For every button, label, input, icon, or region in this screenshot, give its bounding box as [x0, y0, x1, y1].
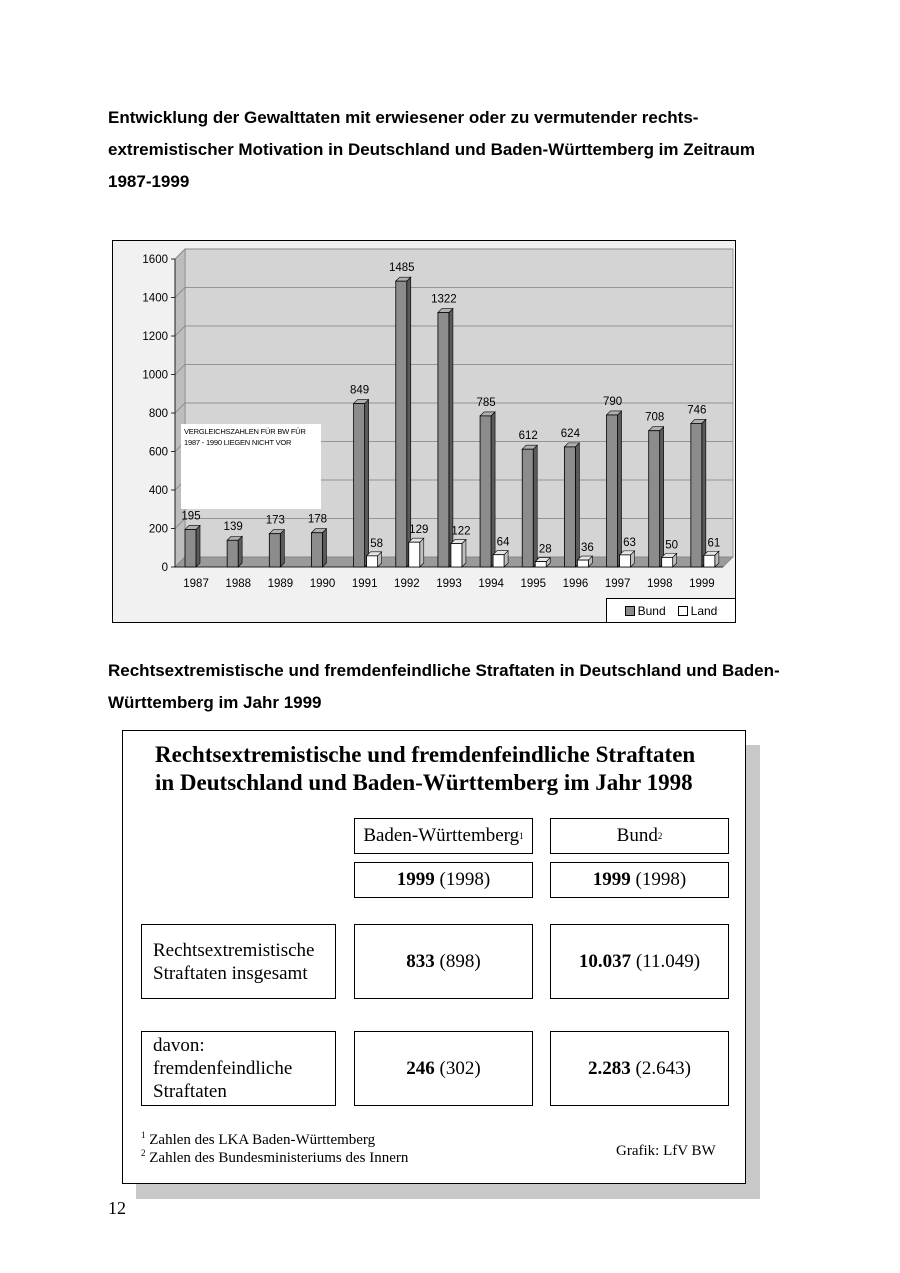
legend-land: [678, 604, 718, 618]
data-label-bund: 139: [223, 521, 243, 534]
data-label-bund: 178: [307, 513, 328, 526]
data-label-bund: 1485: [388, 262, 415, 275]
bar-bund: [607, 411, 622, 567]
chart-note: VERGLEICHSZAHLEN FÜR BW FÜR 1987 - 1990 LIEGEN NICHT VOR: [181, 424, 321, 509]
bar-bund: [480, 412, 495, 567]
footnote-1-sup: 1: [141, 1130, 146, 1140]
legend-land-label: Land: [690, 603, 718, 618]
row2-bund: [550, 1031, 729, 1106]
data-label-land: 61: [707, 537, 721, 550]
x-tick-label: 1999: [689, 578, 715, 590]
row1-label: Rechtsextremistische Straftaten insgesamt: [141, 924, 336, 999]
header-bund: [550, 818, 729, 854]
row1-bw: [354, 924, 533, 999]
chart-heading: Entwicklung der Gewalttaten mit erwiesener oder zu vermutender rechts-extremistischer Motivation in Deutschland und Baden-Württemberg im Zeitraum 1987-1999: [108, 108, 756, 191]
y-tick-label: 200: [148, 523, 168, 536]
data-label-land: 129: [409, 524, 429, 537]
row1-bw-prev: (898): [439, 950, 481, 972]
year-bw-current: 1999: [396, 869, 435, 890]
row2-bund-prev: (2.643): [635, 1057, 691, 1079]
header-bw-sup: 1: [519, 831, 524, 841]
year-bw: [354, 862, 533, 898]
bar-bund: [354, 400, 369, 567]
data-label-land: 63: [623, 536, 636, 549]
bar-land: [367, 552, 382, 567]
x-tick-label: 1995: [520, 578, 547, 590]
footnote-2: [141, 1144, 408, 1167]
legend-bund-swatch: [625, 606, 635, 616]
chart-legend: [606, 598, 736, 623]
data-label-bund: 785: [476, 396, 496, 409]
row2-bw-value: 246: [406, 1057, 435, 1079]
row2-label-line1: davon:: [153, 1035, 205, 1056]
y-tick-label: 400: [148, 485, 168, 497]
data-label-bund: 746: [687, 404, 707, 417]
row2-bw-prev: (302): [439, 1057, 481, 1079]
footnote-2-sup: 2: [141, 1148, 146, 1158]
bar-land: [620, 551, 635, 567]
page-number: 12: [108, 1198, 126, 1218]
row2-label-line3: Straftaten: [153, 1081, 227, 1102]
data-label-bund: 195: [181, 510, 201, 523]
row1-bund-value: 10.037: [578, 950, 632, 972]
bar-bund: [649, 427, 664, 567]
row1-bw-value: 833: [406, 950, 435, 972]
year-bund: [550, 862, 729, 898]
x-tick-label: 1992: [394, 578, 420, 590]
bar-bund: [522, 445, 537, 567]
x-tick-label: 1989: [267, 578, 294, 590]
bar-bund: [564, 443, 579, 567]
y-tick-label: 0: [161, 562, 168, 574]
y-tick-label: 1200: [142, 331, 168, 343]
data-label-land: 58: [370, 537, 384, 550]
bar-land: [451, 540, 466, 567]
row2-bund-value: 2.283: [588, 1057, 631, 1079]
data-label-land: 28: [538, 543, 552, 556]
header-bw: [354, 818, 533, 854]
bar-land: [535, 558, 550, 567]
x-tick-label: 1993: [436, 578, 462, 590]
legend-bund-label: Bund: [637, 603, 666, 618]
data-label-bund: 173: [265, 514, 285, 527]
bar-chart: [112, 240, 736, 623]
bar-bund: [691, 419, 706, 567]
data-label-bund: 612: [518, 430, 538, 443]
graphic-credit: Grafik: LfV BW: [616, 1143, 716, 1159]
bar-bund: [185, 525, 200, 567]
y-tick-label: 600: [148, 446, 168, 459]
header-bw-label: Baden-Württemberg: [363, 825, 520, 846]
data-label-land: 64: [496, 536, 510, 549]
table-title-line2: in Deutschland und Baden-Württemberg im Jahr 1998: [155, 770, 693, 795]
data-label-land: 36: [580, 542, 594, 555]
row1-bund: [550, 924, 729, 999]
x-tick-label: 1987: [183, 578, 209, 590]
x-tick-label: 1998: [646, 578, 673, 590]
legend-bund: [625, 604, 666, 618]
year-bund-current: 1999: [592, 869, 631, 890]
bar-land: [493, 551, 508, 567]
x-tick-label: 1988: [225, 578, 252, 590]
data-label-bund: 849: [350, 384, 370, 397]
y-tick-label: 1600: [142, 254, 168, 266]
y-tick-label: 1400: [142, 292, 168, 305]
row2-label-line2: fremdenfeindliche: [153, 1058, 293, 1079]
row1-bund-prev: (11.049): [635, 950, 701, 972]
data-label-land: 122: [451, 525, 471, 538]
row2-label: [141, 1031, 336, 1106]
table-title-line1: Rechtsextremistische und fremdenfeindliche Straftaten: [155, 742, 696, 767]
header-bund-label: Bund: [616, 825, 658, 846]
y-tick-label: 1000: [142, 369, 168, 382]
data-label-bund: 708: [645, 411, 665, 424]
year-bw-prev: (1998): [439, 869, 491, 890]
x-tick-label: 1997: [604, 578, 631, 590]
bar-land: [409, 538, 424, 567]
y-tick-label: 800: [148, 408, 168, 420]
data-label-bund: 624: [560, 427, 580, 440]
x-tick-label: 1996: [562, 578, 589, 590]
x-tick-label: 1994: [478, 578, 504, 590]
footnote-1-text: Zahlen des LKA Baden-Württemberg: [149, 1132, 376, 1148]
footnote-2-text: Zahlen des Bundesministeriums des Innern: [149, 1150, 409, 1166]
bar-land: [662, 553, 677, 567]
statistics-table-figure: [122, 730, 746, 1184]
bar-land: [577, 556, 592, 567]
table-heading: Rechtsextremistische und fremdenfeindliche Straftaten in Deutschland und Baden-Württemberg im Jahr 1999: [108, 661, 780, 712]
header-bund-sup: 2: [657, 831, 663, 841]
data-label-land: 50: [665, 539, 679, 552]
data-label-bund: 1322: [431, 293, 457, 306]
bar-bund: [269, 530, 284, 567]
x-tick-label: 1991: [351, 578, 378, 590]
table-title: [155, 741, 735, 797]
bar-bund: [227, 536, 242, 567]
year-bund-prev: (1998): [635, 869, 687, 890]
row2-bw: [354, 1031, 533, 1106]
data-label-bund: 790: [602, 395, 623, 408]
legend-land-swatch: [678, 606, 688, 616]
bar-land: [704, 551, 719, 567]
bar-bund: [311, 529, 326, 567]
x-tick-label: 1990: [309, 578, 336, 590]
